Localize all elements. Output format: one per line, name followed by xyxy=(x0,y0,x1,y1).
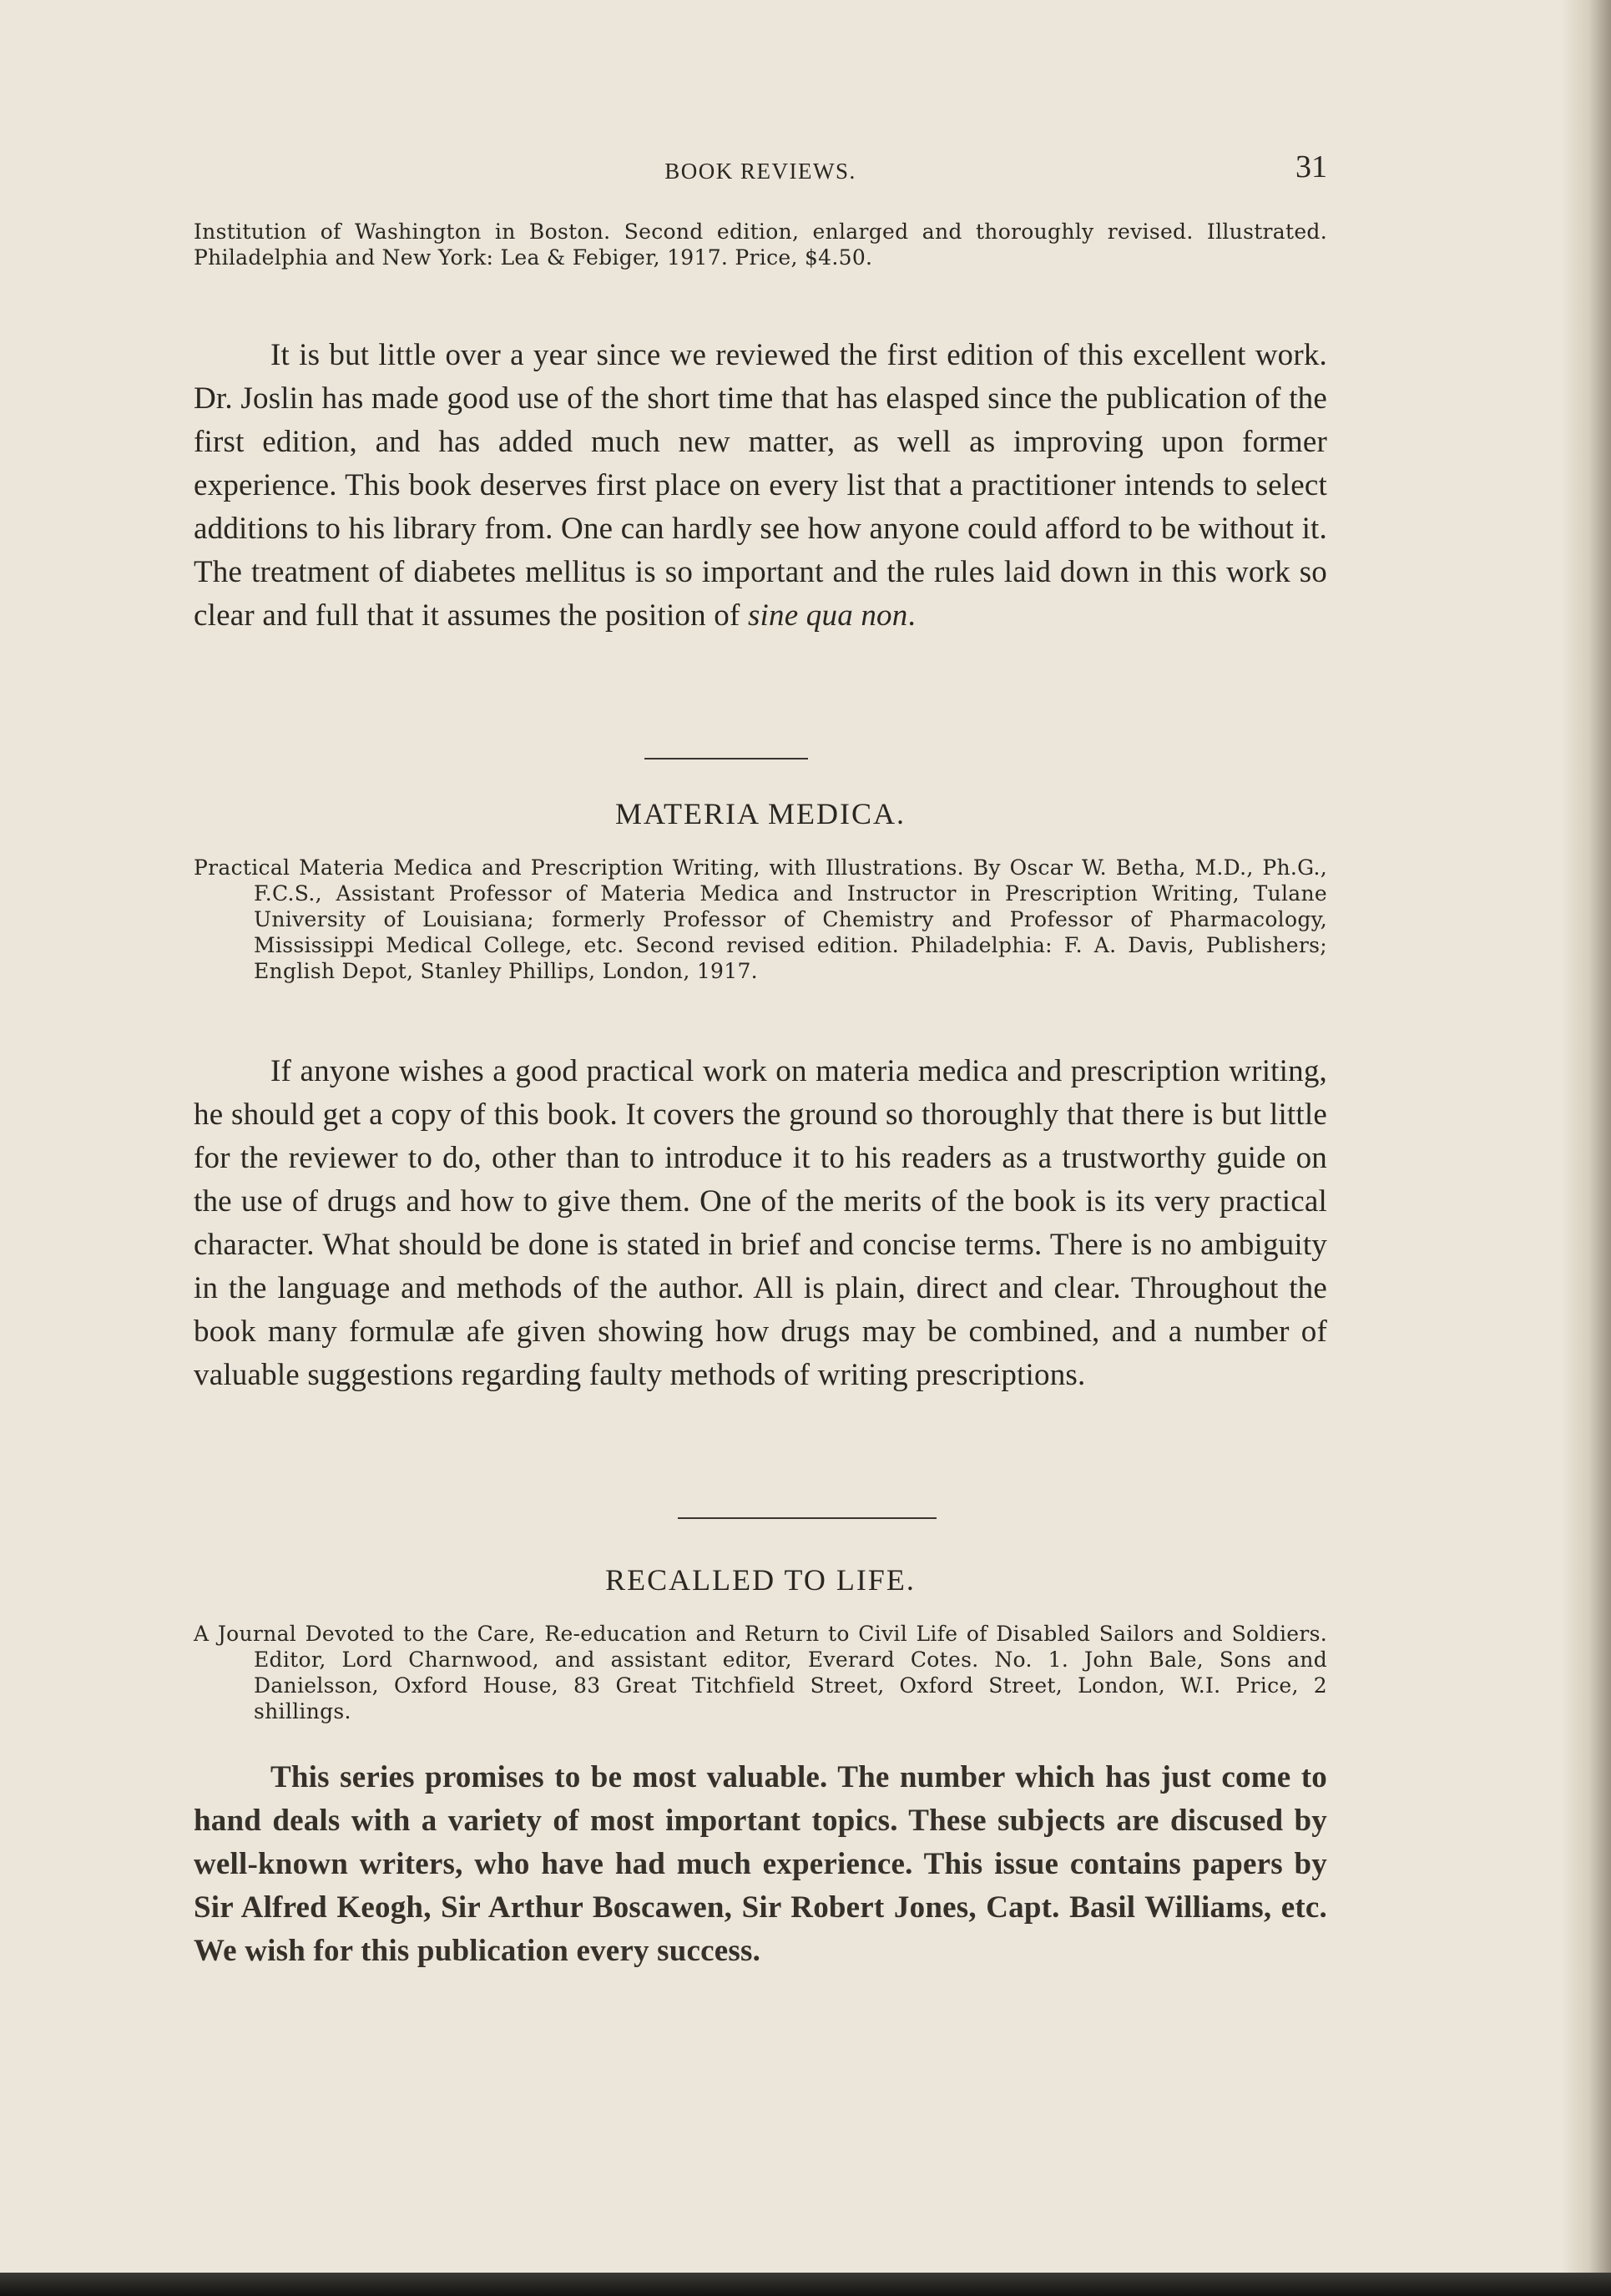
review1-body xyxy=(194,334,1327,638)
section-heading-recalled-to-life: RECALLED TO LIFE. xyxy=(605,1563,916,1597)
page-bottom-edge xyxy=(0,2273,1611,2296)
section-heading-materia-medica: MATERIA MEDICA. xyxy=(614,797,906,830)
review2-citation: Practical Materia Medica and Prescription Writing, with Illustrations. By Oscar W. Betha, M.D., Ph.G., F.C.S., Assistant Professor of Materia Medica and Instructor in Prescription Writing, Tulane University of Louisiana; formerly Professor of Chemistry and Professor of Pharmacology, Mississippi Medical College, etc. Second revised edition. Philadelphia: F. A. Davis, Publishers; English Depot, Stanley Phillips, London, 1917. xyxy=(194,855,1327,983)
section-divider xyxy=(644,758,808,759)
review3-body: This series promises to be most valuable. The number which has just come to hand deals with a variety of most important topics. These subjects are discused by well-known writers, who have had much experience. This issue contains papers by Sir Alfred Keogh, Sir Arthur Boscawen, Sir Robert Jones, Capt. Basil Williams, etc. We wish for this publication every success. xyxy=(194,1760,1327,1968)
page-number: 31 xyxy=(1295,149,1327,184)
review1-citation: Institution of Washington in Boston. Second edition, enlarged and thoroughly revised. Illustrated. Philadelphia and New York: Lea & Febiger, 1917. Price, $4.50. xyxy=(194,220,1327,270)
section-divider xyxy=(678,1517,937,1519)
review3-citation: A Journal Devoted to the Care, Re-education and Return to Civil Life of Disabled Sailors and Soldiers. Editor, Lord Charnwood, and assistant editor, Everard Cotes. No. 1. John Bale, Sons and Danielsson, Oxford House, 83 Great Titchfield Street, Oxford Street, London, W.I. Price, 2 shillings. xyxy=(194,1622,1327,1723)
running-title: BOOK REVIEWS. xyxy=(664,159,856,184)
running-header xyxy=(194,149,1327,190)
review1-body-italic: sine qua non xyxy=(747,598,908,633)
review2-body: If anyone wishes a good practical work on materia medica and prescription writing, he should get a copy of this book. It covers the ground so thoroughly that there is but little for the reviewer to do, other than to introduce it to his readers as a trustworthy guide on the use of drugs and how to give them. One of the merits of the book is its very practical character. What should be done is stated in brief and concise terms. There is no ambiguity in the language and methods of the author. All is plain, direct and clear. Throughout the book many formulæ afe given showing how drugs may be combined, and a number of valuable suggestions regarding faulty methods of writing prescriptions. xyxy=(194,1054,1327,1392)
review1-body-main: It is but little over a year since we reviewed the first edition of this excellent work. Dr. Joslin has made good use of the short time that has elasped since the publication of the first edition, and has added much new matter, as well as improving upon former experience. This book deserves first place on every list that a practitioner intends to select additions to his library from. One can hardly see how anyone could afford to be without it. The treatment of diabetes mellitus is so important and the rules laid down in this work so clear and full that it assumes the position of xyxy=(194,338,1327,633)
review1-body-end: . xyxy=(907,598,916,633)
page-edge-shadow xyxy=(1561,0,1611,2296)
